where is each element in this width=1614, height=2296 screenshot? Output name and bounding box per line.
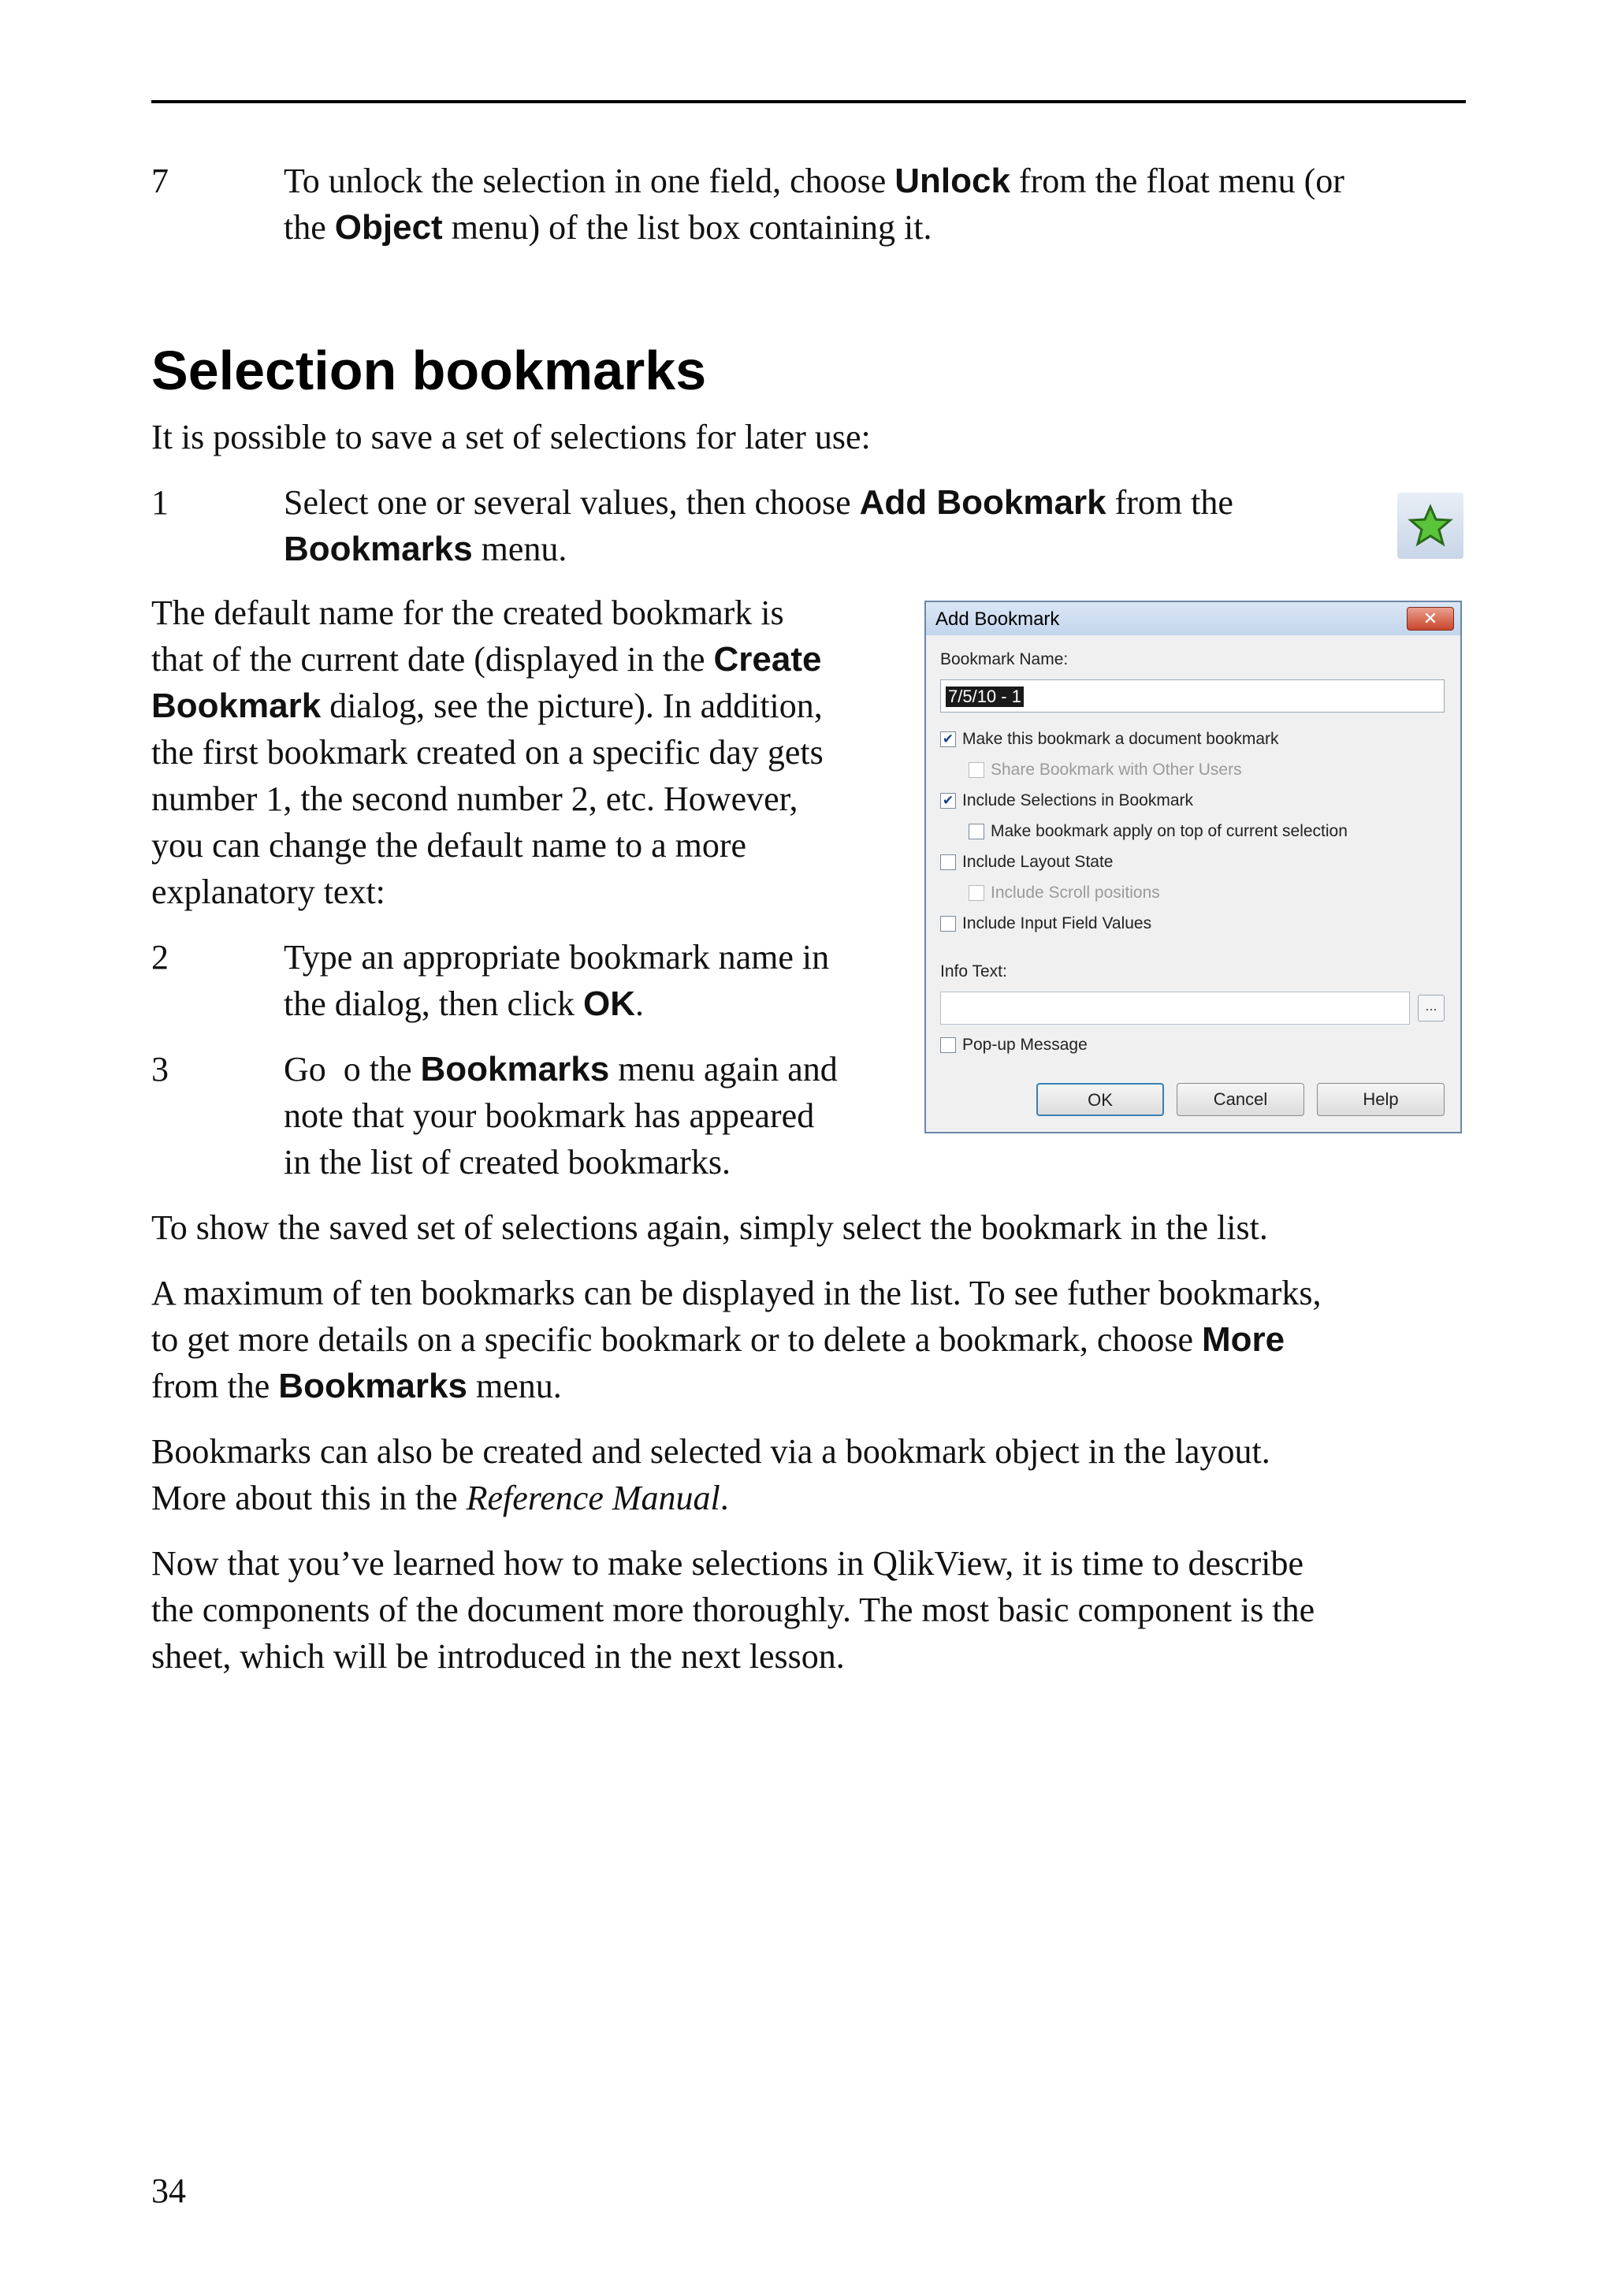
checkbox-icon: [940, 1037, 956, 1053]
body-line: The default name for the created bookmark is: [151, 594, 784, 632]
checkbox-popup-message[interactable]: Pop-up Message: [940, 1034, 1088, 1056]
step-number: 2: [151, 938, 169, 977]
body-line: number 1, the second number 2, etc. However,: [151, 780, 798, 818]
step-number: 1: [151, 483, 169, 522]
body-line: sheet, which will be introduced in the next lesson.: [151, 1637, 845, 1676]
step-line: Go o the Bookmarks menu again and: [284, 1050, 838, 1088]
body-line: To show the saved set of selections again, simply select the bookmark in the list.: [151, 1208, 1268, 1247]
step-line: in the list of created bookmarks.: [284, 1143, 731, 1181]
dialog-title: Add Bookmark: [935, 608, 1060, 630]
cancel-button[interactable]: Cancel: [1177, 1083, 1304, 1116]
body-line: Now that you’ve learned how to make selections in QlikView, it is time to describe: [151, 1544, 1304, 1583]
header-rule: [151, 100, 1466, 103]
body-line: the first bookmark created on a specific day gets: [151, 733, 824, 772]
checkbox-layout-state[interactable]: Include Layout State: [940, 851, 1113, 873]
checkbox-icon: [969, 824, 984, 839]
step-line: Type an appropriate bookmark name in: [284, 938, 830, 977]
checkbox-checked-icon: ✔: [940, 793, 956, 809]
body-line: you can change the default name to a more: [151, 826, 747, 865]
step-line: Select one or several values, then choose Add Bookmark from the: [284, 483, 1233, 522]
body-line: More about this in the Reference Manual.: [151, 1479, 729, 1517]
body-line: explanatory text:: [151, 873, 385, 911]
step-line: the Object menu) of the list box containing it.: [284, 208, 932, 247]
menu-term: Bookmarks: [284, 530, 473, 568]
checkbox-icon: [969, 885, 984, 901]
ok-button[interactable]: OK: [1036, 1083, 1164, 1116]
body-line: A maximum of ten bookmarks can be displayed in the list. To see futher bookmarks,: [151, 1274, 1322, 1312]
page-number: 34: [151, 2171, 186, 2210]
step-line: To unlock the selection in one field, choose Unlock from the float menu (or: [284, 162, 1344, 200]
section-heading: Selection bookmarks: [151, 340, 707, 401]
step-line: the dialog, then click OK.: [284, 984, 644, 1023]
checkbox-scroll-positions: Include Scroll positions: [969, 882, 1160, 904]
checkbox-checked-icon: ✔: [940, 731, 956, 747]
ellipsis-button[interactable]: ...: [1418, 995, 1445, 1021]
bookmark-name-input[interactable]: [940, 679, 1445, 713]
menu-term: Unlock: [894, 162, 1010, 200]
bookmark-name-label: Bookmark Name:: [940, 650, 1069, 668]
add-bookmark-dialog: [924, 601, 1462, 1133]
info-text-input[interactable]: [940, 992, 1410, 1025]
checkbox-apply-on-top[interactable]: Make bookmark apply on top of current selection: [969, 821, 1348, 843]
dialog-titlebar: [926, 602, 1460, 635]
step-number: 3: [151, 1050, 169, 1088]
body-line: from the Bookmarks menu.: [151, 1367, 562, 1405]
body-line: to get more details on a specific bookmark or to delete a bookmark, choose More: [151, 1320, 1285, 1359]
body-line: Bookmarks can also be created and selected via a bookmark object in the layout.: [151, 1432, 1270, 1471]
step-line: note that your bookmark has appeared: [284, 1096, 815, 1135]
bookmark-name-value: 7/5/10 - 1: [946, 687, 1024, 707]
body-line: the components of the document more thoroughly. The most basic component is the: [151, 1591, 1315, 1629]
checkbox-icon: [940, 854, 956, 870]
info-text-label: Info Text:: [940, 962, 1007, 981]
body-line: Bookmark dialog, see the picture). In addition,: [151, 687, 823, 725]
checkbox-include-selections[interactable]: ✔ Include Selections in Bookmark: [940, 790, 1193, 812]
step-number: 7: [151, 162, 169, 200]
bookmark-star-icon: [1397, 493, 1463, 559]
checkbox-input-field-values[interactable]: Include Input Field Values: [940, 913, 1151, 935]
checkbox-share-bookmark: Share Bookmark with Other Users: [969, 759, 1242, 781]
close-icon[interactable]: ✕: [1407, 607, 1454, 631]
help-button[interactable]: Help: [1317, 1083, 1445, 1116]
step-line: Bookmarks menu.: [284, 530, 567, 568]
menu-term: Object: [334, 208, 443, 247]
menu-term: Add Bookmark: [859, 483, 1106, 522]
body-line: that of the current date (displayed in the Create: [151, 640, 822, 679]
intro-paragraph: It is possible to save a set of selections for later use:: [151, 418, 871, 456]
checkbox-icon: [969, 762, 984, 778]
checkbox-document-bookmark[interactable]: ✔ Make this bookmark a document bookmark: [940, 728, 1279, 750]
checkbox-icon: [940, 916, 956, 932]
